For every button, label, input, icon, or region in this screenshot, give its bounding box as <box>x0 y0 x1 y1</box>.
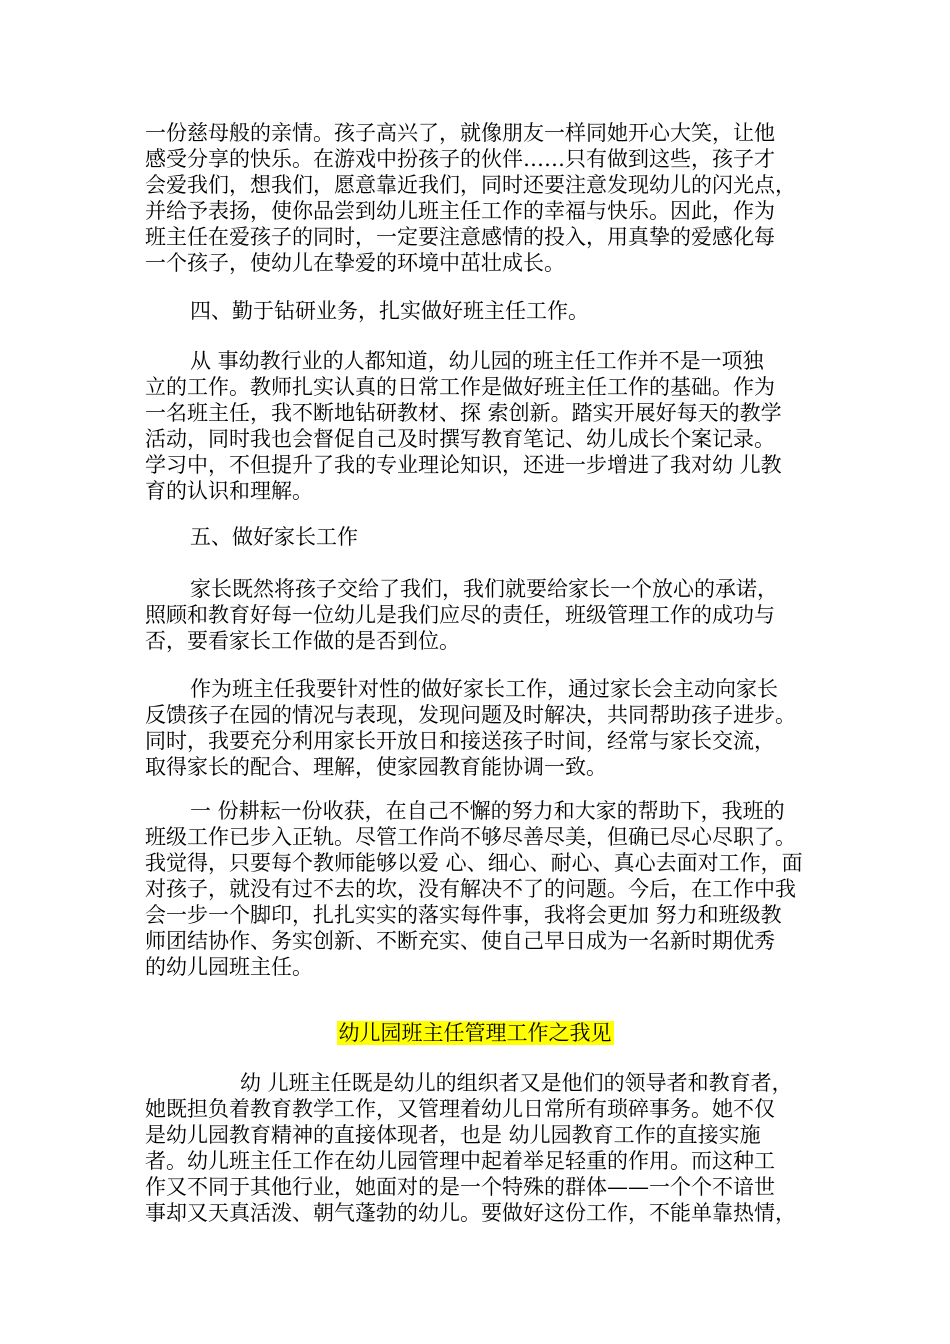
paragraph-study <box>145 348 825 504</box>
text-line: 是幼儿园教育精神的直接体现者，也是 幼儿园教育工作的直接实施 <box>145 1123 761 1147</box>
text-line: 否，要看家长工作做的是否到位。 <box>145 629 460 653</box>
paragraph-conclusion <box>145 798 825 980</box>
text-line: 照顾和教育好每一位幼儿是我们应尽的责任，班级管理工作的成功与 <box>145 603 775 627</box>
text-line: 作为班主任我要针对性的做好家长工作，通过家长会主动向家长 <box>190 677 778 701</box>
text-line: 立的工作。教师扎实认真的日常工作是做好班主任工作的基础。作为 <box>145 375 775 399</box>
text-line: 一 份耕耘一份收获，在自己不懈的努力和大家的帮助下，我班的 <box>190 799 785 823</box>
text-line: 班主任在爱孩子的同时，一定要注意感情的投入，用真挚的爱感化每 <box>145 225 775 249</box>
text-line: 家长既然将孩子交给了我们，我们就要给家长一个放心的承诺， <box>190 577 778 601</box>
highlighted-title-text: 幼儿园班主任管理工作之我见 <box>338 1021 612 1045</box>
text-line: 我觉得，只要每个教师能够以爱 心、细心、耐心、真心去面对工作，面 <box>145 851 803 875</box>
text-line: 从 事幼教行业的人都知道，幼儿园的班主任工作并不是一项独 <box>190 349 764 373</box>
heading-section-4: 四、勤于钻研业务，扎实做好班主任工作。 <box>190 299 589 323</box>
heading-section-5: 五、做好家长工作 <box>190 525 358 549</box>
text-line: 幼 儿班主任既是幼儿的组织者又是他们的领导者和教育者， <box>240 1071 793 1095</box>
text-line: 反馈孩子在园的情况与表现，发现问题及时解决，共同帮助孩子进步。 <box>145 703 796 727</box>
text-line: 学习中，不但提升了我的专业理论知识，还进一步增进了我对幼 儿教 <box>145 453 782 477</box>
text-line: 者。幼儿班主任工作在幼儿园管理中起着举足轻重的作用。而这种工 <box>145 1149 775 1173</box>
text-line: 会爱我们，想我们，愿意靠近我们，同时还要注意发现幼儿的闪光点， <box>145 173 796 197</box>
text-line: 感受分享的快乐。在游戏中扮孩子的伙伴……只有做到这些，孩子才 <box>145 147 775 171</box>
text-line: 取得家长的配合、理解，使家园教育能协调一致。 <box>145 755 607 779</box>
text-line: 一份慈母般的亲情。孩子高兴了，就像朋友一样同她开心大笑，让他 <box>145 121 775 145</box>
text-line: 的幼儿园班主任。 <box>145 955 313 979</box>
text-line: 她既担负着教育教学工作，又管理着幼儿日常所有琐碎事务。她不仅 <box>145 1097 775 1121</box>
text-line: 一名班主任，我不断地钻研教材、探 索创新。踏实开展好每天的教学 <box>145 401 782 425</box>
text-line: 师团结协作、务实创新、不断充实、使自己早日成为一名新时期优秀 <box>145 929 775 953</box>
article-title <box>0 1019 950 1047</box>
paragraph-parent-work <box>145 676 825 780</box>
text-line: 同时，我要充分利用家长开放日和接送孩子时间，经常与家长交流， <box>145 729 775 753</box>
text-line: 作又不同于其他行业，她面对的是一个特殊的群体——一个个不谙世 <box>145 1175 775 1199</box>
paragraph-parents <box>145 576 825 654</box>
paragraph-intro <box>145 1070 825 1226</box>
text-line: 一个孩子，使幼儿在挚爱的环境中茁壮成长。 <box>145 251 565 275</box>
text-line: 并给予表扬，使你品尝到幼儿班主任工作的幸福与快乐。因此，作为 <box>145 199 775 223</box>
text-line: 育的认识和理解。 <box>145 479 313 503</box>
text-line: 班级工作已步入正轨。尽管工作尚不够尽善尽美，但确已尽心尽职了。 <box>145 825 796 849</box>
text-line: 对孩子，就没有过不去的坎，没有解决不了的问题。今后，在工作中我 <box>145 877 796 901</box>
text-line: 活动，同时我也会督促自己及时撰写教育笔记、幼儿成长个案记录。 <box>145 427 775 451</box>
text-line: 会一步一个脚印，扎扎实实的落实每件事，我将会更加 努力和班级教 <box>145 903 782 927</box>
text-line: 事却又天真活泼、朝气蓬勃的幼儿。要做好这份工作，不能单靠热情， <box>145 1201 796 1225</box>
paragraph-love <box>145 120 825 276</box>
